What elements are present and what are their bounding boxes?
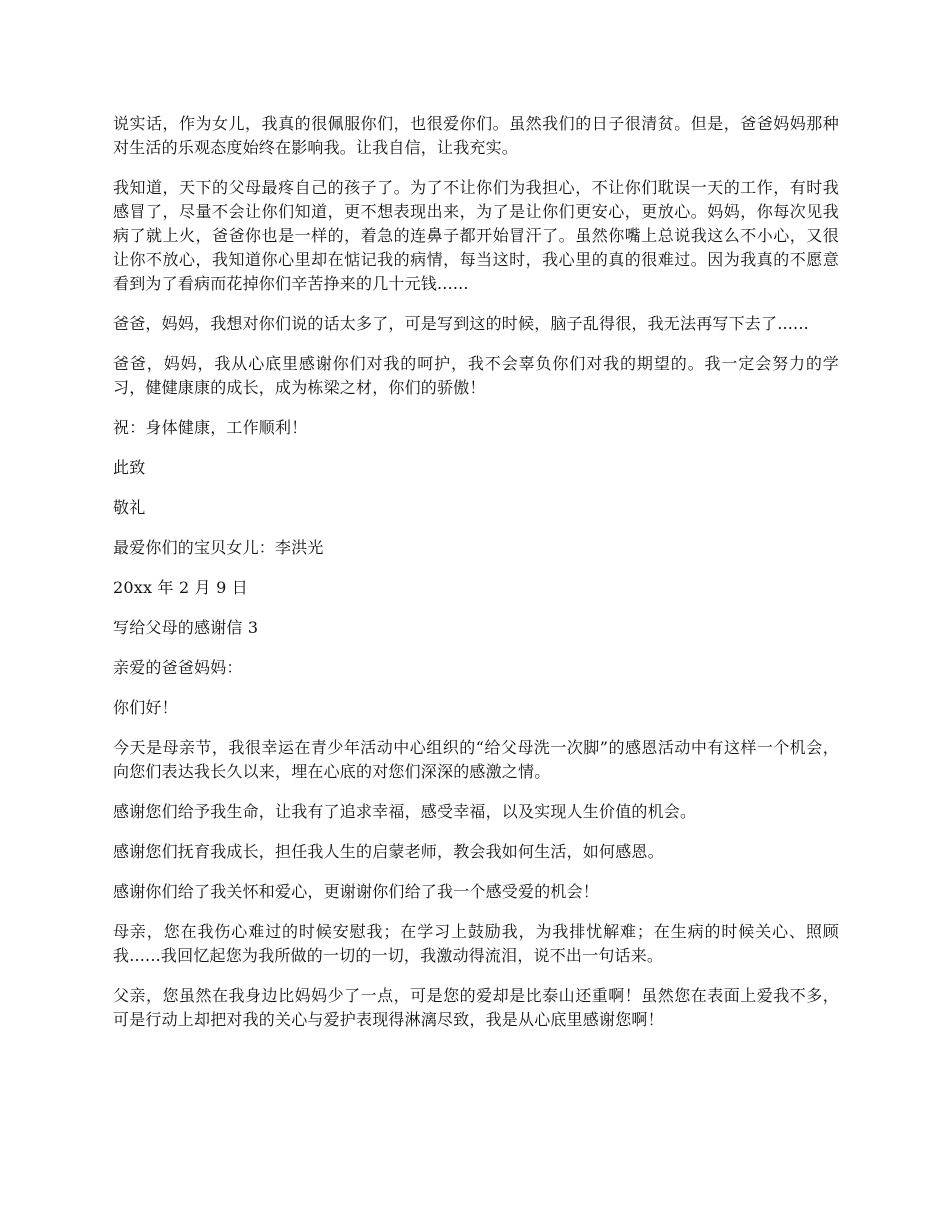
closing-cizhi: 此致 <box>113 458 146 477</box>
paragraph-promise: 爸爸，妈妈，我从心底里感谢你们对我的呵护，我不会辜负你们对我的期望的。我一定会努力的学习，健健康康的成长，成为栋梁之材，你们的骄傲！ <box>113 354 839 397</box>
paragraph-mother: 母亲，您在我伤心难过的时候安慰我；在学习上鼓励我，为我排忧解难；在生病的时候关心、照顾我......我回忆起您为我所做的一切的一切，我激动得流泪，说不出一句话来。 <box>113 922 839 965</box>
salutation: 亲爱的爸爸妈妈： <box>113 658 243 677</box>
paragraph-wishes: 祝：身体健康，工作顺利！ <box>113 418 308 437</box>
paragraph-hiding-illness: 我知道，天下的父母最疼自己的孩子了。为了不让你们为我担心，不让你们耽误一天的工作，有时我感冒了，尽量不会让你们知道，更不想表现出来，为了是让你们更安心，更放心。妈妈，你每次见我病了就上火，爸爸你也是一样的，着急的连鼻子都开始冒汗了。虽然你嘴上总说我这么不小心，又很让你不放心，我知道你心里却在惦记我的病情，每当这时，我心里的真的很难过。因为我真的不愿意看到为了看病而花掉你们辛苦挣来的几十元钱...... <box>113 178 839 293</box>
greeting: 你们好！ <box>113 698 178 717</box>
paragraph-thanks-care: 感谢你们给了我关怀和爱心，更谢谢你们给了我一个感受爱的机会！ <box>113 882 600 901</box>
paragraph-mothers-day: 今天是母亲节，我很幸运在青少年活动中心组织的“给父母洗一次脚”的感恩活动中有这样一个机会，向您们表达我长久以来，埋在心底的对您们深深的感激之情。 <box>113 738 839 781</box>
letter-title: 写给父母的感谢信 3 <box>113 618 259 637</box>
paragraph-thanks-raising: 感谢您们抚育我成长，担任我人生的启蒙老师，教会我如何生活，如何感恩。 <box>113 842 664 861</box>
paragraph-father: 父亲，您虽然在我身边比妈妈少了一点，可是您的爱却是比泰山还重啊！虽然您在表面上爱我不多，可是行动上却把对我的关心与爱护表现得淋漓尽致，我是从心底里感谢您啊！ <box>113 986 839 1029</box>
paragraph-thanks-life: 感谢您们给予我生命，让我有了追求幸福，感受幸福，以及实现人生价值的机会。 <box>113 802 697 821</box>
document-page <box>113 112 839 1048</box>
paragraph-too-much-to-say: 爸爸，妈妈，我想对你们说的话太多了，可是写到这的时候，脑子乱得很，我无法再写下去了...... <box>113 314 809 333</box>
paragraph-gratitude-admiration: 说实话，作为女儿，我真的很佩服你们，也很爱你们。虽然我们的日子很清贫。但是，爸爸妈妈那种对生活的乐观态度始终在影响我。让我自信，让我充实。 <box>113 114 839 157</box>
closing-jingli: 敬礼 <box>113 498 146 517</box>
signature-line: 最爱你们的宝贝女儿：李洪光 <box>113 538 324 557</box>
letter-date: 20xx 年 2 月 9 日 <box>113 578 248 597</box>
